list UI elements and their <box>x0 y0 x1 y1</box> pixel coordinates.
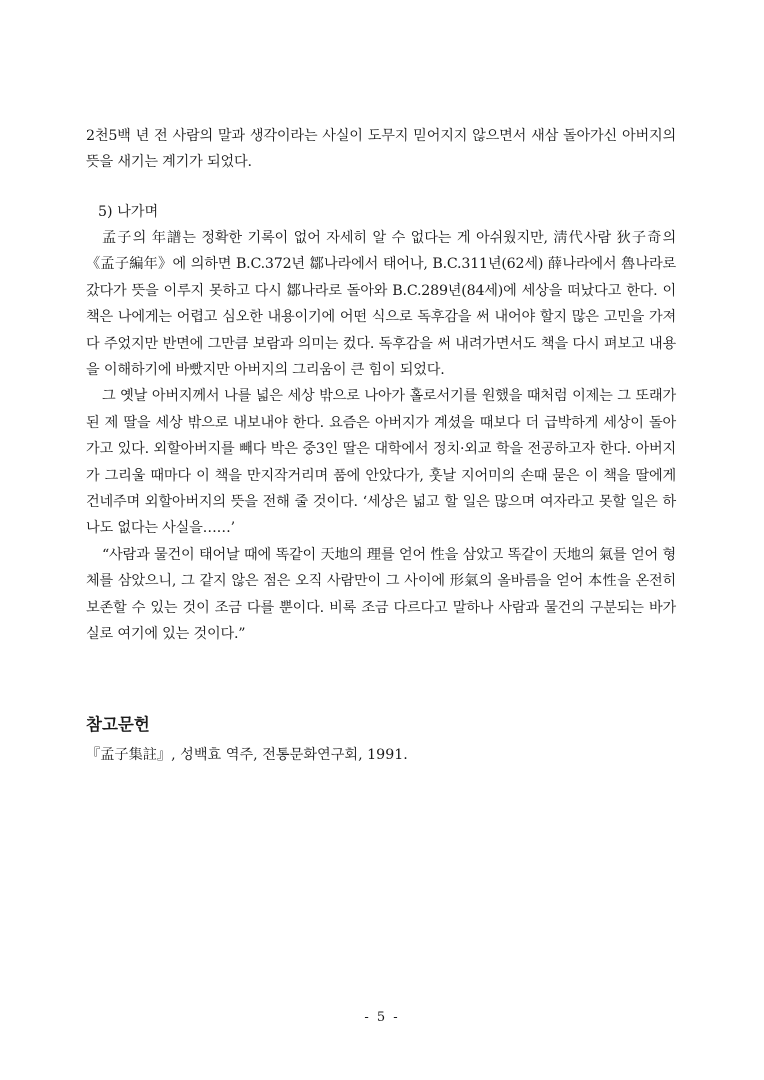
body-paragraph-3: “사람과 물건이 태어날 때에 똑같이 天地의 理를 얻어 性을 삼았고 똑같이 天地의 氣를 얻어 형체를 삼았으니, 그 같지 않은 점은 오직 사람만이 그 사이에 形氣의 올바름을 얻어 本性을 온전히 보존할 수 있는 것이 조금 다를 뿐이다. 비록 조금 다르다고 말하나 사람과 물건의 구분되는 바가 실로 여기에 있는 것이다.” <box>86 546 676 643</box>
body-paragraph-2: 그 옛날 아버지께서 나를 넓은 세상 밖으로 나아가 홀로서기를 원했을 때처럼 이제는 그 또래가 된 제 딸을 세상 밖으로 내보내야 한다. 요즘은 아버지가 계셨을 때보다 더 급박하게 세상이 돌아가고 있다. 외할아버지를 빼다 박은 중3인 딸은 대학에서 정치·외교 학을 전공하고자 한다. 아버지가 그리울 때마다 이 책을 만지작거리며 품에 안았다가, 훗날 지어미의 손때 묻은 이 책을 딸에게 건네주며 외할아버지의 뜻을 전해 줄 것이다. ‘세상은 넓고 할 일은 많으며 여자라고 못할 일은 하나도 없다는 사실을……’ <box>86 388 676 537</box>
intro-paragraph-block <box>86 123 676 176</box>
body-paragraph-1: 孟子의 年譜는 정확한 기록이 없어 자세히 알 수 없다는 게 아쉬웠지만, 淸代사람 狄子奇의《孟子編年》에 의하면 B.C.372년 鄒나라에서 태어나, B.C.311년(62세) 薛나라에서 魯나라로 갔다가 뜻을 이루지 못하고 다시 鄒나라로 돌아와 B.C.289년(84세)에 세상을 떠났다고 한다. 이 책은 나에게는 어렵고 심오한 내용이기에 어떤 식으로 독후감을 써 내어야 할지 많은 고민을 가져 다 주었지만 반면에 그만큼 보람과 의미는 컸다. 독후감을 써 내려가면서도 책을 다시 펴보고 내용을 이해하기에 바빴지만 아버지의 그리움이 큰 힘이 되었다. <box>86 230 676 379</box>
page-number: - 5 - <box>364 1010 400 1025</box>
reference-item: 『孟子集註』, 성백효 역주, 전통문화연구회, 1991. <box>86 747 408 763</box>
intro-paragraph: 2천5백 년 전 사람의 말과 생각이라는 사실이 도무지 믿어지지 않으면서 새삼 돌아가신 아버지의 뜻을 새기는 계기가 되었다. <box>86 128 676 171</box>
references-heading: 참고문헌 <box>86 715 150 734</box>
section-body <box>86 225 676 648</box>
section-heading: 5) 나가며 <box>98 204 159 220</box>
